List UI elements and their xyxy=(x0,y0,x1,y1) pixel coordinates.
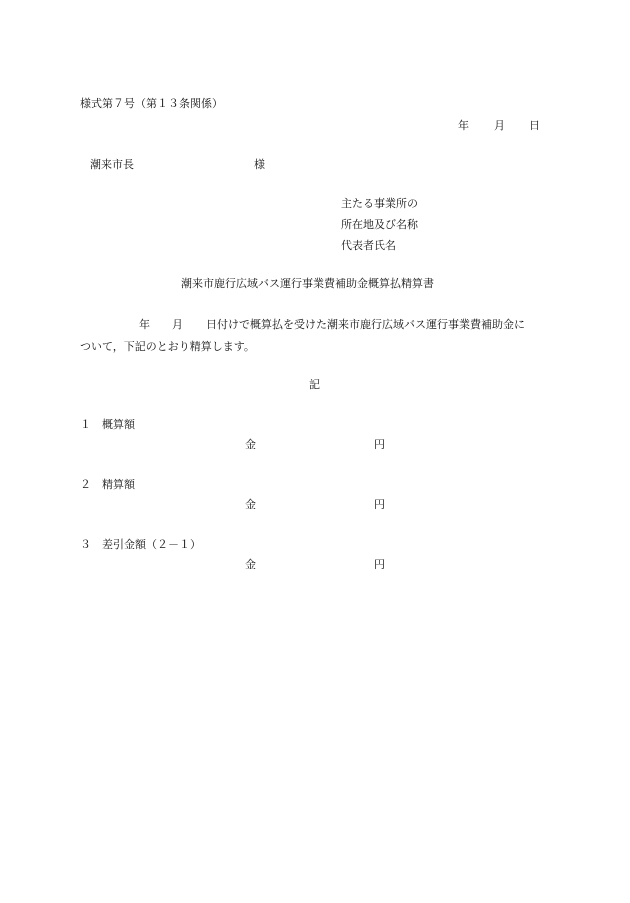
applicant-line-2: 所在地及び名称 xyxy=(341,218,418,231)
item-label: 精算額 xyxy=(102,478,135,491)
item-kin: 金 xyxy=(245,438,256,451)
body-line-2: ついて，下記のとおり精算します。 xyxy=(80,340,255,353)
addressee-name: 潮来市長 xyxy=(90,158,134,171)
item-number: ２ xyxy=(80,478,91,491)
applicant-line-3: 代表者氏名 xyxy=(341,239,396,252)
item-number: １ xyxy=(80,418,91,431)
item-number: ３ xyxy=(80,538,91,551)
date-day: 日 xyxy=(529,119,540,132)
body-month: 月 xyxy=(172,318,183,331)
item-kin: 金 xyxy=(245,498,256,511)
body-year: 年 xyxy=(139,318,150,331)
date-month: 月 xyxy=(494,119,505,132)
item-yen: 円 xyxy=(374,438,385,451)
item-kin: 金 xyxy=(245,558,256,571)
addressee-honorific: 様 xyxy=(254,158,265,171)
date-year: 年 xyxy=(458,119,469,132)
applicant-line-1: 主たる事業所の xyxy=(341,197,418,210)
ki-heading: 記 xyxy=(309,378,320,391)
item-yen: 円 xyxy=(374,498,385,511)
form-number: 様式第７号（第１３条関係） xyxy=(80,97,223,110)
item-yen: 円 xyxy=(374,558,385,571)
item-label: 概算額 xyxy=(102,418,135,431)
item-label: 差引金額（２－１） xyxy=(102,538,201,551)
body-line-1: 日付けで概算払を受けた潮来市鹿行広域バス運行事業費補助金に xyxy=(206,318,525,331)
document-title: 潮来市鹿行広域バス運行事業費補助金概算払精算書 xyxy=(181,277,434,290)
